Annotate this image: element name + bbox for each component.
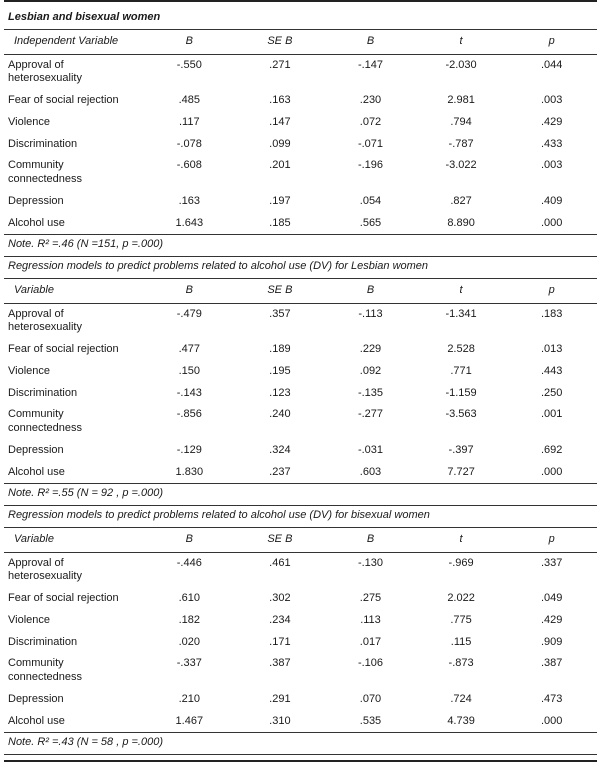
- stat-column-header: p: [506, 279, 597, 303]
- cell-value: .185: [235, 213, 326, 235]
- cell-value: .443: [540, 364, 563, 377]
- cell-value: .230: [359, 94, 382, 106]
- cell-value: .771: [450, 364, 472, 377]
- cell-value: -.129: [176, 443, 202, 456]
- row-label: Alcohol use: [4, 711, 144, 733]
- header-row: [4, 30, 597, 54]
- cell-value: .092: [359, 364, 382, 377]
- cell-value: .020: [178, 635, 200, 648]
- cell-value: .250: [540, 386, 563, 399]
- cell-value: .171: [269, 635, 291, 648]
- row-label: Approval of heterosexuality: [8, 307, 82, 334]
- regression-data-table: [4, 30, 597, 236]
- cell-value: -.071: [357, 137, 384, 150]
- cell-value: .310: [235, 711, 326, 733]
- cell-value: .113: [360, 613, 381, 626]
- cell-value: .271: [269, 58, 291, 71]
- cell-value: .189: [269, 343, 291, 355]
- cell-value: .692: [540, 443, 563, 456]
- cell-value: .072: [359, 115, 382, 128]
- stat-column-header: B: [144, 30, 235, 54]
- cell-value: .429: [540, 613, 563, 626]
- row-label: Violence: [8, 364, 50, 377]
- cell-value: .013: [540, 343, 563, 355]
- cell-value: .603: [325, 462, 416, 484]
- cell-value: -.873: [448, 657, 474, 670]
- cell-value: -.135: [357, 386, 384, 399]
- stat-column-header: SE B: [235, 279, 326, 303]
- regression-table-lesbian: [4, 257, 597, 506]
- variable-column-header: Variable: [4, 528, 144, 552]
- table-row: [4, 383, 597, 405]
- table-row: [4, 361, 597, 383]
- cell-value: .150: [178, 364, 200, 377]
- cell-value: .337: [540, 556, 563, 569]
- cell-value: .054: [359, 194, 382, 207]
- cell-value: .210: [178, 692, 200, 705]
- row-label: Violence: [8, 613, 50, 626]
- stat-column-header: B: [325, 528, 416, 552]
- cell-value: -.787: [448, 137, 474, 150]
- stat-column-header: B: [144, 279, 235, 303]
- row-label: Depression: [8, 194, 64, 207]
- cell-value: .182: [178, 613, 200, 626]
- cell-value: .163: [178, 194, 200, 207]
- cell-value: .477: [178, 343, 200, 355]
- row-label: Approval of heterosexuality: [8, 58, 82, 85]
- cell-value: -.337: [176, 657, 202, 670]
- cell-value: 1.643: [144, 213, 235, 235]
- cell-value: -3.022: [445, 159, 477, 172]
- cell-value: .201: [269, 159, 291, 172]
- regression-table-combined: [4, 8, 597, 257]
- table-title: Lesbian and bisexual women: [4, 8, 597, 30]
- cell-value: .775: [450, 613, 472, 626]
- regression-data-table: [4, 279, 597, 485]
- variable-column-header: Variable: [4, 279, 144, 303]
- stat-column-header: p: [506, 528, 597, 552]
- cell-value: 1.830: [144, 462, 235, 484]
- header-row: [4, 528, 597, 552]
- cell-value: .565: [325, 213, 416, 235]
- table-row: [4, 339, 597, 361]
- cell-value: .794: [450, 115, 472, 128]
- cell-value: 2.981: [447, 94, 475, 106]
- document-page: [4, 0, 597, 762]
- cell-value: .535: [325, 711, 416, 733]
- row-label: Community connectedness: [8, 657, 82, 683]
- table-row: [4, 462, 597, 484]
- cell-value: .324: [269, 443, 291, 456]
- cell-value: .461: [269, 556, 291, 569]
- cell-value: -.031: [357, 443, 384, 456]
- stat-column-header: B: [325, 30, 416, 54]
- table-row: [4, 303, 597, 339]
- cell-value: 2.022: [447, 592, 475, 604]
- row-label: Discrimination: [8, 635, 78, 648]
- cell-value: .000: [506, 213, 597, 235]
- cell-value: .000: [506, 462, 597, 484]
- row-label: Fear of social rejection: [8, 592, 119, 604]
- table-row: [4, 711, 597, 733]
- cell-value: .117: [179, 115, 200, 128]
- cell-value: -.143: [176, 386, 202, 399]
- cell-value: 8.890: [416, 213, 507, 235]
- cell-value: -.608: [176, 159, 202, 172]
- cell-value: -1.341: [445, 307, 477, 320]
- cell-value: .115: [450, 635, 472, 648]
- stat-column-header: B: [325, 279, 416, 303]
- table-title: Regression models to predict problems related to alcohol use (DV) for Lesbian women: [4, 257, 597, 279]
- row-label: Depression: [8, 692, 64, 705]
- stat-column-header: t: [416, 30, 507, 54]
- row-label: Discrimination: [8, 386, 78, 399]
- cell-value: -1.159: [445, 386, 477, 399]
- table-row: [4, 112, 597, 134]
- table-note: Note. R² =.46 (N =151, p =.000): [4, 235, 597, 257]
- cell-value: -.550: [176, 58, 202, 71]
- cell-value: .049: [540, 592, 563, 604]
- stat-column-header: B: [144, 528, 235, 552]
- cell-value: .003: [540, 159, 563, 172]
- cell-value: -.106: [357, 657, 384, 670]
- cell-value: .234: [269, 613, 291, 626]
- cell-value: -.130: [357, 556, 384, 569]
- cell-value: .044: [540, 58, 563, 71]
- cell-value: -.479: [176, 307, 202, 320]
- table-title: Regression models to predict problems related to alcohol use (DV) for bisexual women: [4, 506, 597, 528]
- regression-data-table: [4, 528, 597, 734]
- table-row: [4, 689, 597, 711]
- cell-value: -2.030: [445, 58, 477, 71]
- cell-value: .357: [269, 307, 291, 320]
- table-row: [4, 440, 597, 462]
- cell-value: -.078: [176, 137, 202, 150]
- table-row: [4, 191, 597, 213]
- stat-column-header: SE B: [235, 528, 326, 552]
- table-row: [4, 552, 597, 588]
- cell-value: -3.563: [445, 408, 477, 421]
- cell-value: .429: [540, 115, 563, 128]
- cell-value: .387: [540, 657, 563, 670]
- cell-value: 2.528: [447, 343, 475, 355]
- cell-value: -.196: [357, 159, 384, 172]
- table-row: [4, 90, 597, 112]
- table-row: [4, 588, 597, 610]
- table-note: Note. R² =.55 (N = 92 , p =.000): [4, 484, 597, 506]
- cell-value: .240: [269, 408, 291, 421]
- stat-column-header: t: [416, 528, 507, 552]
- stat-column-header: t: [416, 279, 507, 303]
- cell-value: .237: [235, 462, 326, 484]
- row-label: Fear of social rejection: [8, 94, 119, 106]
- cell-value: 4.739: [416, 711, 507, 733]
- cell-value: -.397: [448, 443, 474, 456]
- table-row: [4, 155, 597, 191]
- cell-value: .485: [178, 94, 200, 106]
- cell-value: .195: [269, 364, 291, 377]
- cell-value: -.147: [357, 58, 384, 71]
- cell-value: 1.467: [144, 711, 235, 733]
- cell-value: .275: [359, 592, 382, 604]
- cell-value: .147: [269, 115, 291, 128]
- table-row: [4, 610, 597, 632]
- cell-value: .724: [450, 692, 472, 705]
- table-row: [4, 632, 597, 654]
- cell-value: .610: [178, 592, 200, 604]
- table-row: [4, 134, 597, 156]
- header-row: [4, 279, 597, 303]
- cell-value: -.446: [176, 556, 202, 569]
- cell-value: .070: [359, 692, 382, 705]
- row-label: Violence: [8, 115, 50, 128]
- table-row: [4, 54, 597, 90]
- cell-value: .099: [269, 137, 291, 150]
- cell-value: .433: [540, 137, 563, 150]
- table-row: [4, 653, 597, 689]
- cell-value: .291: [269, 692, 291, 705]
- cell-value: .473: [540, 692, 563, 705]
- row-label: Depression: [8, 443, 64, 456]
- cell-value: 7.727: [416, 462, 507, 484]
- row-label: Community connectedness: [8, 408, 82, 434]
- cell-value: .000: [506, 711, 597, 733]
- cell-value: -.856: [176, 408, 202, 421]
- cell-value: .229: [359, 343, 382, 355]
- cell-value: -.969: [448, 556, 474, 569]
- cell-value: .197: [269, 194, 291, 207]
- cell-value: .387: [269, 657, 291, 670]
- cell-value: .183: [540, 307, 563, 320]
- cell-value: .001: [540, 408, 563, 421]
- row-label: Discrimination: [8, 137, 78, 150]
- cell-value: .003: [540, 94, 563, 106]
- cell-value: .409: [540, 194, 563, 207]
- row-label: Alcohol use: [4, 462, 144, 484]
- row-label: Approval of heterosexuality: [8, 556, 82, 583]
- cell-value: .163: [269, 94, 291, 106]
- table-note: Note. R² =.43 (N = 58 , p =.000): [4, 733, 597, 755]
- stat-column-header: p: [506, 30, 597, 54]
- row-label: Community connectedness: [8, 159, 82, 185]
- cell-value: .123: [269, 386, 291, 399]
- table-row: [4, 213, 597, 235]
- cell-value: -.277: [357, 408, 384, 421]
- row-label: Alcohol use: [4, 213, 144, 235]
- variable-column-header: Independent Variable: [4, 30, 144, 54]
- cell-value: .909: [540, 635, 563, 648]
- row-label: Fear of social rejection: [8, 343, 119, 355]
- cell-value: .827: [450, 194, 472, 207]
- regression-table-bisexual: [4, 506, 597, 755]
- cell-value: -.113: [358, 307, 383, 320]
- table-row: [4, 404, 597, 440]
- stat-column-header: SE B: [235, 30, 326, 54]
- cell-value: .302: [269, 592, 291, 604]
- cell-value: .017: [359, 635, 382, 648]
